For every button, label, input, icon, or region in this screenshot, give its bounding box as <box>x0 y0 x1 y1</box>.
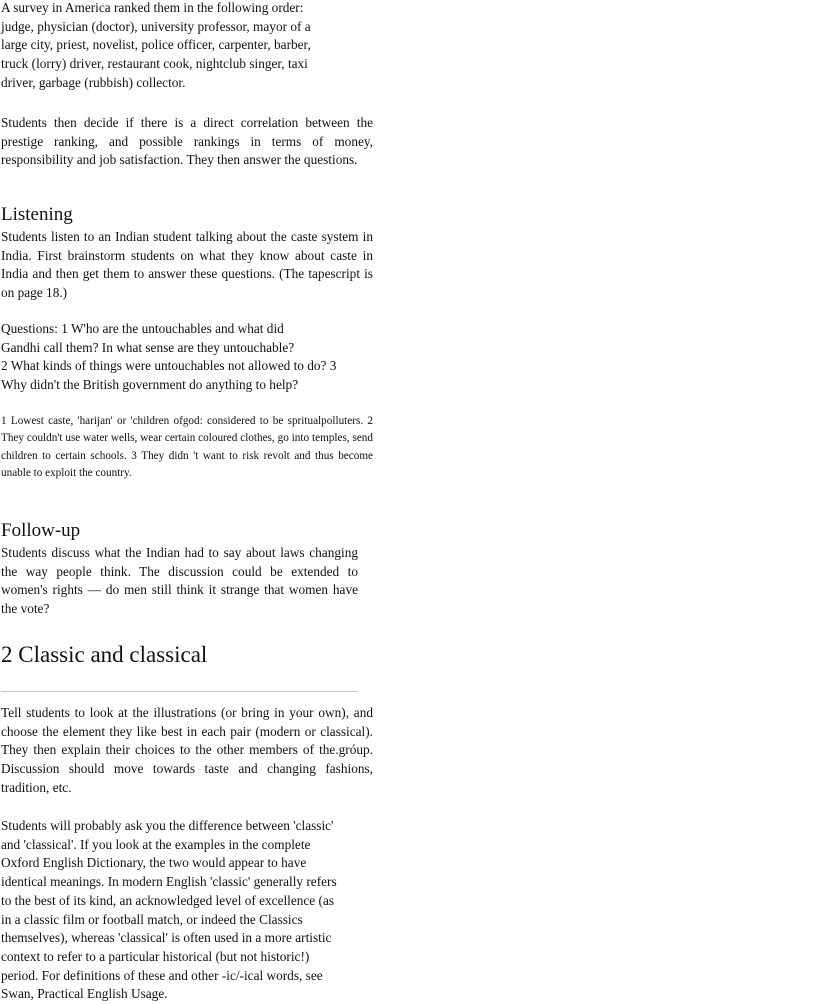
question-line: Questions: 1 W'ho are the untouchables and what did <box>1 321 284 336</box>
questions-block <box>1 320 373 395</box>
question-line: Gandhi call them? In what sense are they untouchable? <box>1 339 295 355</box>
text-line: themselves), whereas 'classical' is often used in a more artistic <box>1 930 332 946</box>
listening-heading: Listening <box>1 204 73 225</box>
question-line: 2 What kinds of things were untouchables not allowed to do? 3 <box>1 358 337 374</box>
text-line: Oxford English Dictionary, the two would appear to have <box>1 855 307 871</box>
answers-text: 1 Lowest caste, 'harijan' or 'children ofgod: considered to be spritualpolluters. 2 They couldn't use water wells, wear certain coloured clothes, go into temples, send children to certain schools. 3 They didn 't want to risk revolt and thus become unable to exploit the country. <box>1 415 373 479</box>
text-line: and 'classical'. If you look at the examples in the complete <box>1 836 311 852</box>
text-line: context to refer to a particular historical (but not historic!) <box>1 948 310 964</box>
followup-heading: Follow-up <box>1 520 81 541</box>
text-line: Students will probably ask you the difference between 'classic' <box>1 818 334 833</box>
text-line: identical meanings. In modern English 'classic' generally refers <box>1 874 337 890</box>
text-line: judge, physician (doctor), university professor, mayor of a <box>1 18 311 34</box>
listening-paragraph-block <box>1 228 373 303</box>
question-line: Why didn't the British government do anything to help? <box>1 377 299 393</box>
section2-paragraph1-block <box>1 704 373 798</box>
section2 <box>1 642 373 668</box>
followup-paragraph-block <box>1 544 358 619</box>
text-line: truck (lorry) driver, restaurant cook, nightclub singer, taxi <box>1 56 308 72</box>
listening-section <box>1 204 373 226</box>
section2-paragraph1: Tell students to look at the illustrations (or bring in your own), and choose the element they like best in each pair (modern or classical). They then explain their choices to the other members of the.gróup. Discussion should move towards taste and changing fashions, tradition, etc. <box>1 705 373 795</box>
text-line: period. For definitions of these and other -ic/-ical words, see <box>1 967 323 983</box>
text-line: driver, garbage (rubbish) collector. <box>1 74 186 90</box>
students-text: Students then decide if there is a direct correlation between the prestige ranking, and possible rankings in terms of money, responsibility and job satisfaction. They then answer the questions. <box>1 115 373 168</box>
listening-paragraph: Students listen to an Indian student talking about the caste system in India. First brainstorm students on what they know about caste in India and then get them to answer these questions. (The tapescript is on page 18.) <box>1 229 373 301</box>
students-paragraph <box>1 114 373 170</box>
followup-section <box>1 520 373 542</box>
section-divider <box>1 691 358 692</box>
text-line: large city, priest, novelist, police officer, carpenter, barber, <box>1 37 311 53</box>
text-line: in a classic film or football match, or indeed the Classics <box>1 911 303 927</box>
text-line: Swan, Practical English Usage. <box>1 986 168 1002</box>
section2-heading: 2 Classic and classical <box>1 642 208 667</box>
answers-block <box>1 413 373 482</box>
section2-paragraph2-block <box>1 817 373 1004</box>
text-line: A survey in America ranked them in the following order: <box>1 0 304 15</box>
intro-paragraph <box>1 0 361 93</box>
text-line: to the best of its kind, an acknowledged level of excellence (as <box>1 892 335 908</box>
followup-paragraph: Students discuss what the Indian had to say about laws changing the way people think. The discussion could be extended to women's rights — do men still think it strange that women have the vote? <box>1 545 358 617</box>
